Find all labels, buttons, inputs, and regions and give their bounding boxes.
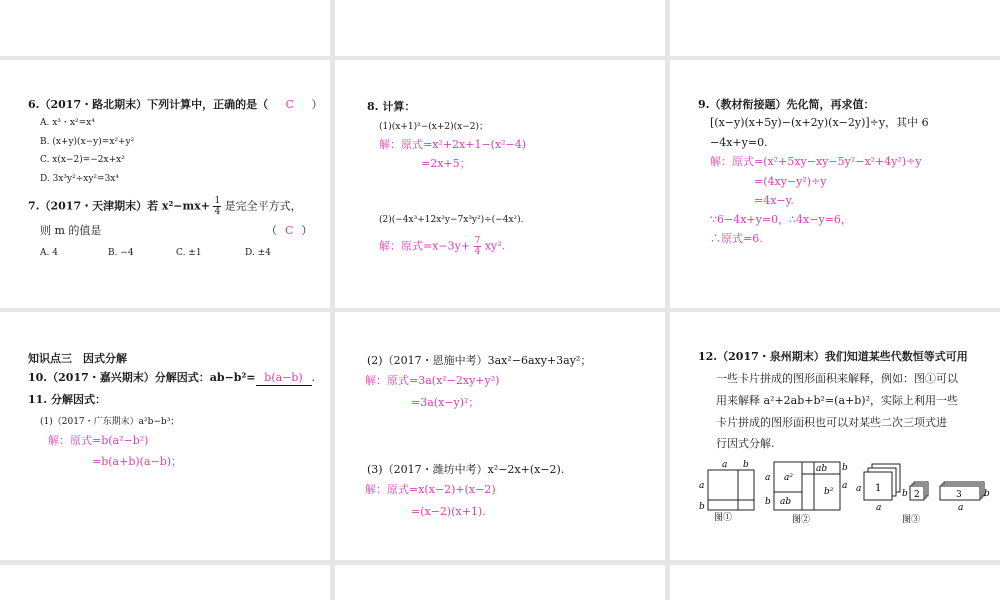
q7-option-b: B. −4	[108, 248, 134, 258]
fig1-label-top-b: b	[743, 460, 749, 470]
q9-expression: [(x−y)(x+5y)−(x+2y)(x−2y)]÷y，其中 6	[710, 116, 929, 129]
q12-line3: 用来解释 a²+2ab+b²=(a+b)²，实际上利用一些	[716, 394, 958, 407]
fig2-label-a: a	[765, 473, 771, 483]
fig2-cell-3: ab	[780, 497, 792, 507]
panel-top-left	[0, 0, 330, 56]
q9-step5: ∴原式=6.	[710, 232, 763, 245]
q8-title: 8. 计算：	[367, 100, 416, 113]
fig1-label-left-a: a	[699, 481, 705, 491]
panel-bottom-middle	[335, 565, 665, 600]
panel-q12	[670, 312, 1000, 560]
q9-title: 9.（教材衔接题）先化简，再求值：	[698, 98, 875, 111]
fig1-label-top-a: a	[722, 460, 728, 470]
figure-1	[698, 458, 758, 522]
q7-option-d: D. ±4	[245, 248, 271, 258]
fig1-label-left-b: b	[699, 502, 705, 512]
fig2-cell-1: a²	[784, 473, 793, 483]
q10: 10.（2017・嘉兴期末）分解因式：ab−b²= b(a−b) .	[28, 371, 316, 384]
section-heading: 知识点三 因式分解	[28, 352, 127, 365]
q11-part2-solution: 解：原式=3a(x²−2xy+y²)	[365, 374, 500, 387]
fig3-caption: 图③	[902, 515, 921, 525]
q12-line5: 行因式分解.	[716, 437, 775, 450]
fig3-label-a-bottom: a	[876, 503, 882, 513]
q6-option-a: A. x³・x²=x⁴	[40, 118, 95, 128]
q8-part1: (1)(x+1)²−(x+2)(x−2)；	[379, 122, 488, 132]
fig3-label-a2: a	[958, 503, 964, 513]
q11-part3: (3)（2017・潍坊中考）x²−2x+(x−2).	[367, 463, 565, 476]
panel-bottom-right	[670, 565, 1000, 600]
panel-q11-more	[335, 312, 665, 560]
q11-solution: 解：原式=b(a²−b²)	[48, 434, 149, 447]
q8-part1-result: =2x+5；	[421, 157, 471, 170]
fig3-card-3: 3	[956, 490, 962, 500]
q6-option-b: B. (x+y)(x−y)=x²+y²	[40, 137, 135, 147]
panel-q9	[670, 60, 1000, 308]
panel-sec3	[0, 312, 330, 560]
q9-condition: −4x+y=0.	[710, 136, 768, 149]
fig2-cell-2: ab	[816, 464, 828, 474]
figure-3	[854, 462, 1000, 528]
panel-bottom-left	[0, 565, 330, 600]
fig2-cell-4: b²	[824, 487, 834, 497]
q9-step2: =(4xy−y²)÷y	[754, 175, 827, 188]
q6-option-d: D. 3x³y²÷xy²=3x⁴	[40, 174, 119, 184]
figure-2	[762, 458, 846, 528]
fig3-label-a: a	[856, 484, 862, 494]
fig1-caption: 图①	[714, 513, 733, 523]
q11-part2-result: =3a(x−y)²；	[411, 396, 480, 409]
q8-part2-solution: 解：原式=x−3y+ $\frac{7}{4}$ xy².	[379, 236, 506, 257]
q7-line2: 则 m 的值是	[40, 224, 102, 237]
fig2-label-b: b	[765, 497, 771, 507]
q9-step3: =4x−y.	[754, 194, 794, 207]
q11-result: =b(a+b)(a−b)；	[92, 455, 183, 468]
q11-part1: (1)（2017・广东期末）a²b−b³；	[40, 417, 180, 427]
q8-part1-solution: 解：原式=x²+2x+1−(x²−4)	[379, 138, 527, 151]
q9-step1: 解：原式=(x²+5xy−xy−5y²−x²+4y²)÷y	[710, 155, 922, 168]
q7-option-c: C. ±1	[176, 248, 202, 258]
panel-top-right	[670, 0, 1000, 56]
q11-part3-solution: 解：原式=x(x−2)+(x−2)	[365, 483, 496, 496]
q6-title: 6.（2017・路北期末）下列计算中，正确的是（ C ）	[28, 98, 323, 111]
q11-part2: (2)（2017・恩施中考）3ax²−6axy+3ay²；	[367, 354, 592, 367]
panel-top-middle	[335, 0, 665, 56]
q7-title: 7.（2017・天津期末）若 x²−mx+ $\frac{1}{4}$ 是完全平方式，	[28, 196, 302, 217]
fig3-card-1: 1	[875, 483, 882, 494]
q8-part2: (2)(−4x³+12x²y−7x³y²)÷(−4x²).	[379, 215, 524, 225]
panel-q6-q7	[0, 60, 330, 308]
q7-option-a: A. 4	[40, 248, 58, 258]
q9-step4: ∵6−4x+y=0，∴4x−y=6，	[710, 213, 852, 226]
q6-answer: C	[285, 98, 295, 111]
q11-part3-result: =(x−2)(x+1).	[411, 505, 486, 518]
fig3-card-2: 2	[914, 490, 920, 500]
q12-line4: 卡片拼成的图形面积也可以对某些二次三项式进	[716, 416, 947, 429]
fig3-label-b: b	[902, 489, 908, 499]
fig2-label-a2: a	[842, 481, 848, 491]
q7-answer: （ C ）	[266, 224, 313, 237]
q10-answer: b(a−b)	[256, 371, 312, 386]
q11-title: 11. 分解因式：	[28, 393, 106, 406]
fig3-label-b2: b	[984, 489, 990, 499]
fig2-label-b2: b	[842, 463, 848, 473]
q12-line2: 一些卡片拼成的图形面积来解释，例如：图①可以	[716, 372, 958, 385]
q6-option-c: C. x(x−2)=−2x+x²	[40, 155, 125, 165]
q12-line1: 12.（2017・泉州期末）我们知道某些代数恒等式可用	[698, 350, 968, 363]
fig2-caption: 图②	[792, 515, 811, 525]
panel-q8	[335, 60, 665, 308]
